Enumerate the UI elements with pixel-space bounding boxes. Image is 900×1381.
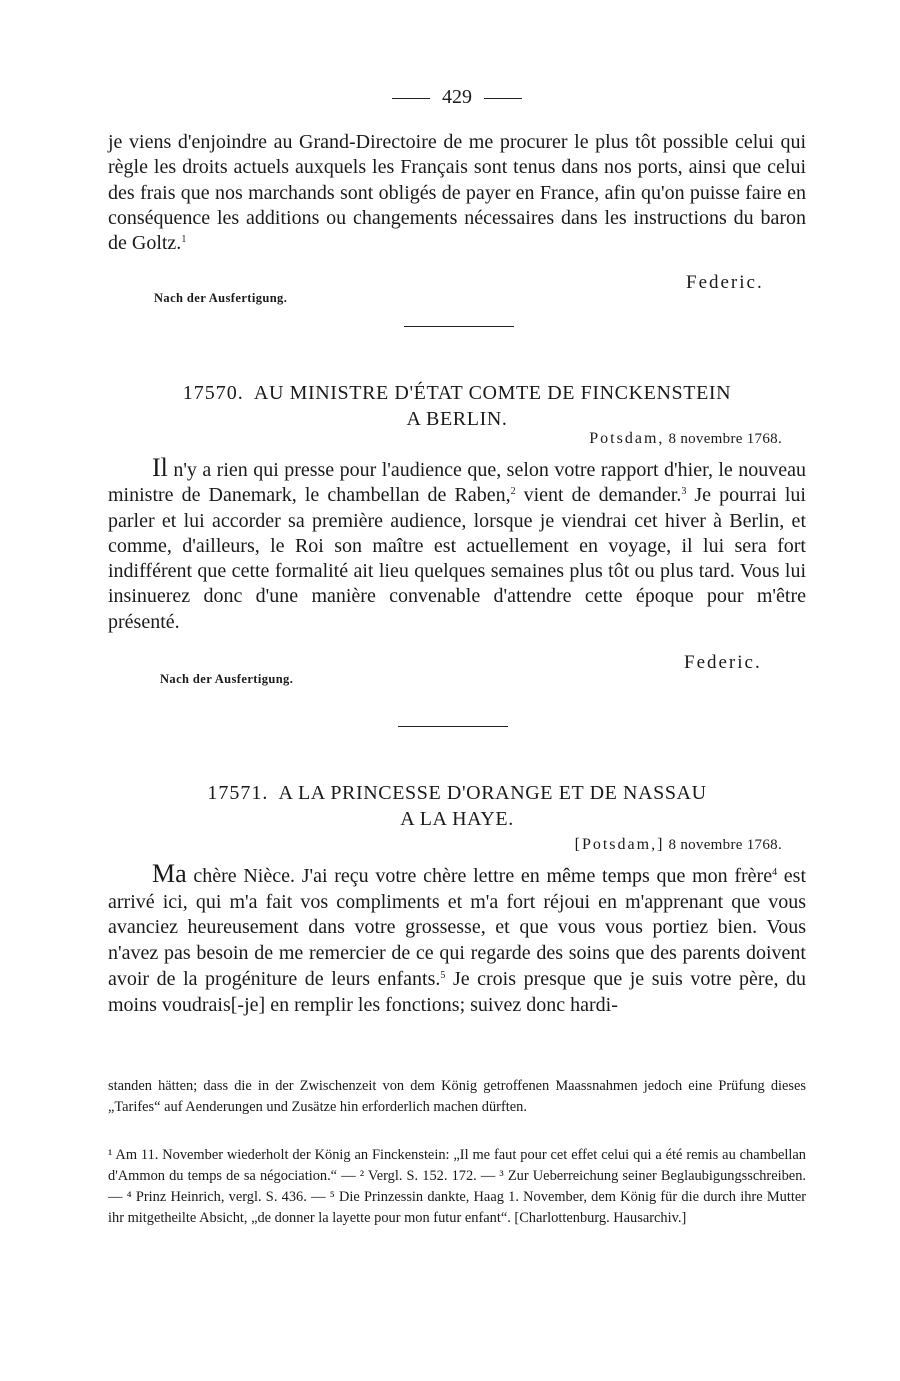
footnote-ref: 2 (510, 486, 516, 498)
signature: Federic. (686, 272, 764, 293)
date-text: 8 novembre 1768. (668, 431, 782, 447)
footnote-ref: 3 (681, 486, 687, 498)
footnote-continuation: standen hätten; dass die in der Zwischenzeit von dem König getroffenen Maassnahmen jedoch eine Prüfung dieses „Tarifes“ auf Aenderungen und Zusätze hin erforderlich machen dürften. (108, 1078, 806, 1115)
body-text-b: vient de demander. (523, 484, 682, 507)
header-dash-right (484, 98, 522, 99)
continued-paragraph-text: je viens d'enjoindre au Grand-Directoire de me procurer le plus tôt possible celui qui règle les droits actuels auxquels les Français sont tenus dans nos ports, ainsi que celui des frais que nos marchands sont obligés de payer en France, afin qu'on puisse faire en conséquence les additions ou changements nécessaires dans les instructions du baron de Goltz. (108, 131, 806, 255)
footnote-ref: 4 (772, 867, 778, 878)
source-note: Nach der Ausfertigung. (160, 672, 294, 686)
source-note: Nach der Ausfertigung. (154, 291, 288, 305)
section-divider (404, 326, 514, 327)
body-text-c: Je crois presque que je suis votre père, du moins voudrais[-je] en remplir les fonctions; suivez donc hardi- (108, 967, 806, 1016)
footnotes: ¹ Am 11. November wiederholt der König an Finckenstein: „Il me faut pour cet effet celui qui a été remis au chambellan d'Ammon du temps de sa négociation.“ — ² Vergl. S. 152. 172. — ³ Zur Ueberreichung seiner Beglaubigungsschreiben. — ⁴ Prinz Heinrich, vergl. S. 436. — ⁵ Die Prinzessin dankte, Haag 1. November, dem König für die durch ihre Mutter ihr mitgetheilte Absicht, „de donner la layette pour mon futur enfant“. [Charlottenburg. Hausarchiv.] (108, 1147, 806, 1226)
footnote-ref: 5 (440, 969, 446, 981)
header-dash-left (392, 98, 430, 99)
letter-recipient: A LA PRINCESSE D'ORANGE ET DE NASSAU (278, 782, 707, 804)
date-place: [Potsdam,] (574, 836, 665, 853)
letter-recipient-place: A BERLIN. (406, 408, 508, 430)
body-text-b: est arrivé ici, qui m'a fait vos compliments et m'a fort réjoui en m'apprenant que vous avanciez heureusement dans votre grossesse, et que vous vous portiez bien. Vous n'avez pas besoin de me remercier de ce qui regarde des soins que des parents doivent avoir de la progéniture de leurs enfants. (108, 865, 807, 990)
initial-letter: Ma (152, 859, 187, 888)
letter-heading-line1 (108, 780, 806, 806)
letter-heading (108, 780, 806, 832)
signature: Federic. (684, 652, 762, 673)
date-place: Potsdam, (589, 430, 665, 447)
page-number: 429 (442, 86, 472, 108)
body-text-c: Je pourrai lui parler et lui accorder sa première audience, lorsque je viendrai cet hiver à Berlin, et comme, d'ailleurs, le Roi son maître est actuellement en voyage, il lui sera fort indifférent que cette formalité ait lieu quelques semaines plus tôt ou plus tard. Vous lui insinuerez donc d'une manière convenable d'attendre cette époque pour m'être présenté. (108, 484, 806, 633)
continued-paragraph (108, 130, 806, 256)
letter-date (589, 430, 782, 448)
letter-date (575, 836, 782, 854)
body-text-a: n'y a rien qui presse pour l'audience que, selon votre rapport d'hier, le nouveau ministre de Danemark, le chambellan de Raben, (108, 459, 806, 507)
letter-number: 17570. (182, 382, 244, 404)
letter-number: 17571. (207, 782, 269, 804)
letter-body (108, 453, 806, 635)
letter-heading-line1 (108, 380, 806, 406)
page-header (108, 86, 806, 109)
letter-recipient-place: A LA HAYE. (400, 808, 514, 830)
date-text: 8 novembre 1768. (668, 837, 782, 853)
initial-letter: Il (152, 453, 168, 482)
letter-heading (108, 380, 806, 432)
letter-recipient: AU MINISTRE D'ÉTAT COMTE DE FINCKENSTEIN (253, 382, 732, 404)
section-divider (398, 726, 508, 727)
footnote-ref: 1 (181, 234, 187, 246)
body-text-a: chère Nièce. J'ai reçu votre chère lettre en même temps que mon frère (193, 865, 773, 887)
letter-body (108, 859, 807, 1018)
